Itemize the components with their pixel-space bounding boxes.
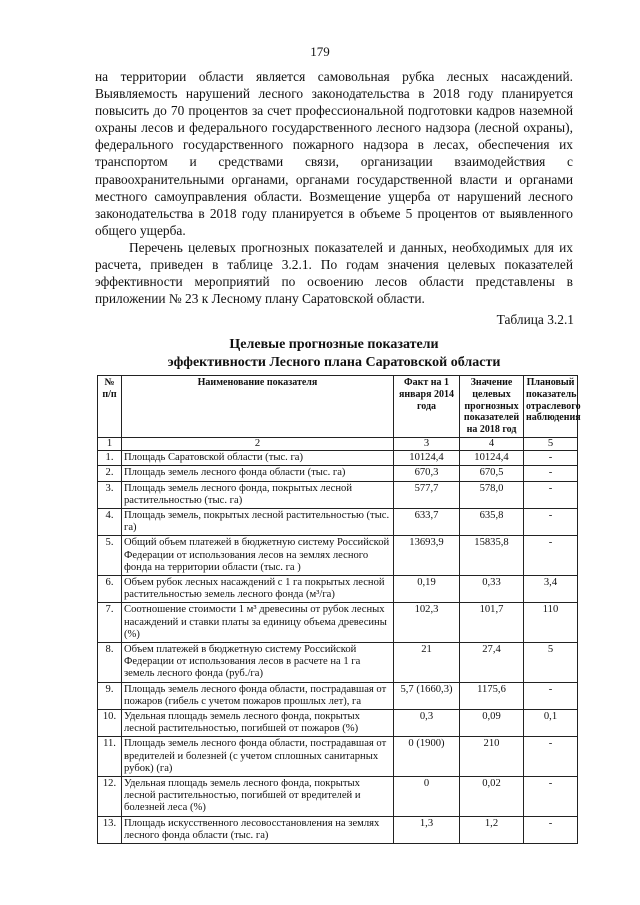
column-number-row [98,437,578,450]
header-fact: Факт на 1 января 2014 года [394,376,460,438]
indicator-name: Площадь земель лесного фонда области, пострадавшая от пожаров (гибель с учетом пожаров прошлых лет), га [122,682,394,709]
fact-2014-value: 13693,9 [394,536,460,576]
fact-2014-value: 5,7 (1660,3) [394,682,460,709]
planned-indicator-value: - [524,816,578,843]
target-2018-value: 15835,8 [460,536,524,576]
table-row [98,509,578,536]
indicator-name: Площадь земель лесного фонда области (тыс. га) [122,466,394,481]
target-2018-value: 27,4 [460,643,524,683]
planned-indicator-value: 0,1 [524,710,578,737]
paragraph-2: Перечень целевых прогнозных показателей и данных, необходимых для их расчета, приведен в таблице 3.2.1. По годам значения целевых показателей эффективности мероприятий по освоению лесов области представлены в приложении № 23 к Лесному плану Саратовской области. [95,239,573,307]
target-2018-value: 0,33 [460,576,524,603]
page-number: 179 [310,44,330,59]
row-number: 2. [98,466,122,481]
target-2018-value: 635,8 [460,509,524,536]
table-row [98,710,578,737]
target-2018-value: 670,5 [460,466,524,481]
indicator-name: Объем платежей в бюджетную систему Российской Федерации от использования лесов в расчете на 1 га земель лесного фонда (руб./га) [122,643,394,683]
planned-indicator-value: - [524,451,578,466]
target-2018-value: 101,7 [460,603,524,643]
fact-2014-value: 670,3 [394,466,460,481]
indicator-name: Удельная площадь земель лесного фонда, покрытых лесной растительностью, погибшей от вредителей и болезней леса (%) [122,777,394,817]
planned-indicator-value: 3,4 [524,576,578,603]
row-number: 1. [98,451,122,466]
row-number: 6. [98,576,122,603]
indicator-name: Соотношение стоимости 1 м³ древесины от рубок лесных насаждений и ставки платы за единицу объема древесины (%) [122,603,394,643]
planned-indicator-value: - [524,466,578,481]
indicator-name: Площадь искусственного лесовосстановления на землях лесного фонда области (тыс. га) [122,816,394,843]
planned-indicator-value: - [524,481,578,508]
row-number: 5. [98,536,122,576]
fact-2014-value: 0 [394,777,460,817]
header-planned: Плановый показатель отраслевого наблюдения [524,376,578,438]
fact-2014-value: 0,3 [394,710,460,737]
row-number: 4. [98,509,122,536]
row-number: 7. [98,603,122,643]
table-title-line-1: Целевые прогнозные показатели [229,337,439,352]
fact-2014-value: 633,7 [394,509,460,536]
fact-2014-value: 577,7 [394,481,460,508]
planned-indicator-value: - [524,536,578,576]
table-header-row [98,376,578,438]
table-row [98,536,578,576]
indicator-name: Площадь земель лесного фонда области, пострадавшая от вредителей и болезней (с учетом сплошных санитарных рубок) (га) [122,737,394,777]
row-number: 10. [98,710,122,737]
row-number: 8. [98,643,122,683]
planned-indicator-value: - [524,777,578,817]
planned-indicator-value: - [524,737,578,777]
table-row [98,451,578,466]
table-title [95,336,573,372]
column-number: 2 [122,437,394,450]
body-text [95,68,573,307]
table-title-line-2: эффективности Лесного плана Саратовской области [167,355,501,370]
paragraph-1: на территории области является самовольная рубка лесных насаждений. Выявляемость нарушений лесного законодательства в 2018 году планируется повысить до 70 процентов за счет профессиональной подготовки кадров наземной охраны лесов и федерального государственного лесного надзора (лесной охраны), федерального государственного пожарного надзора в лесах, обеспечения их транспортом и средствами связи, организации взаимодействия с правоохранительными органами, органами государственной власти и органами местного самоуправления области. Возмещение ущерба от нарушений лесного законодательства в 2018 году планируется в объеме 5 процентов от выявленного общего ущерба. [95,69,573,238]
header-num: № п/п [98,376,122,438]
column-number: 3 [394,437,460,450]
table-row [98,682,578,709]
table-reference: Таблица 3.2.1 [496,312,574,327]
table-row [98,576,578,603]
indicator-name: Удельная площадь земель лесного фонда, покрытых лесной растительностью, погибшей от пожаров (%) [122,710,394,737]
fact-2014-value: 0 (1900) [394,737,460,777]
indicator-name: Общий объем платежей в бюджетную систему Российской Федерации от использования лесов на землях лесного фонда на территории области (тыс. га ) [122,536,394,576]
header-name: Наименование показателя [122,376,394,438]
row-number: 11. [98,737,122,777]
column-number: 1 [98,437,122,450]
table-row [98,603,578,643]
planned-indicator-value: - [524,682,578,709]
target-2018-value: 578,0 [460,481,524,508]
row-number: 13. [98,816,122,843]
table-row [98,737,578,777]
column-number: 4 [460,437,524,450]
fact-2014-value: 102,3 [394,603,460,643]
fact-2014-value: 10124,4 [394,451,460,466]
target-2018-value: 210 [460,737,524,777]
table-row [98,643,578,683]
fact-2014-value: 1,3 [394,816,460,843]
indicator-name: Площадь Саратовской области (тыс. га) [122,451,394,466]
target-2018-value: 0,02 [460,777,524,817]
row-number: 12. [98,777,122,817]
target-2018-value: 0,09 [460,710,524,737]
indicator-name: Площадь земель, покрытых лесной растительностью (тыс. га) [122,509,394,536]
column-number: 5 [524,437,578,450]
planned-indicator-value: 110 [524,603,578,643]
fact-2014-value: 21 [394,643,460,683]
target-2018-value: 1175,6 [460,682,524,709]
row-number: 9. [98,682,122,709]
table-row [98,816,578,843]
row-number: 3. [98,481,122,508]
table-row [98,466,578,481]
table-row [98,777,578,817]
planned-indicator-value: 5 [524,643,578,683]
indicator-name: Площадь земель лесного фонда, покрытых лесной растительностью (тыс. га) [122,481,394,508]
target-2018-value: 1,2 [460,816,524,843]
indicator-name: Объем рубок лесных насаждений с 1 га покрытых лесной растительностью земель лесного фонда (м³/га) [122,576,394,603]
fact-2014-value: 0,19 [394,576,460,603]
indicators-table [97,375,581,844]
target-2018-value: 10124,4 [460,451,524,466]
table-row [98,481,578,508]
planned-indicator-value: - [524,509,578,536]
header-target: Значение целевых прогнозных показателей на 2018 год [460,376,524,438]
